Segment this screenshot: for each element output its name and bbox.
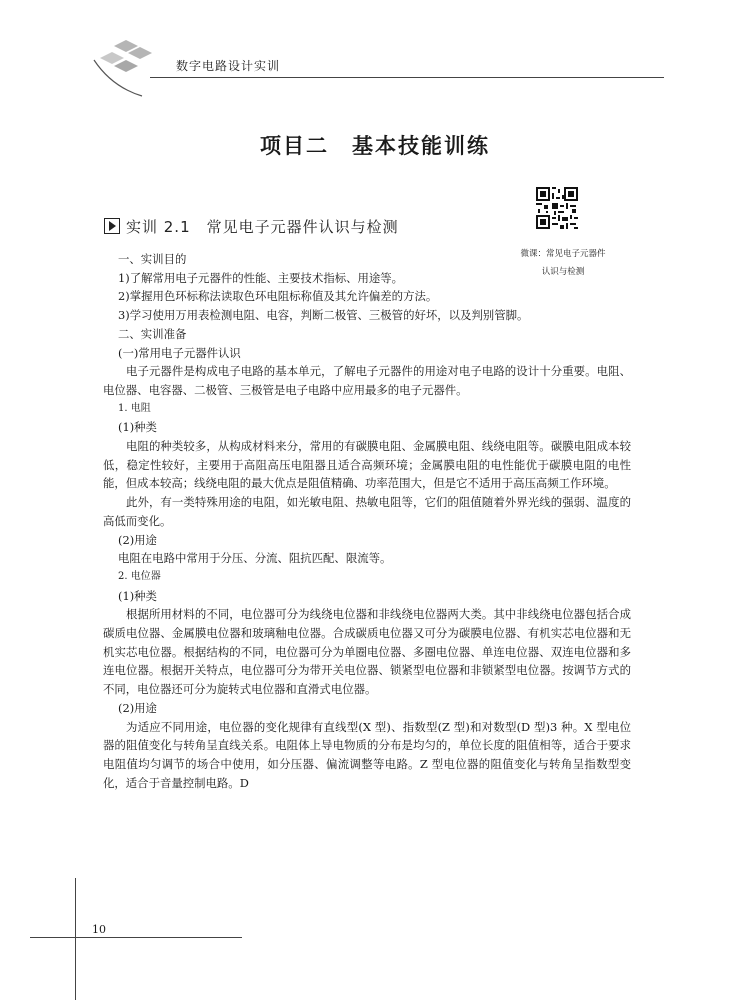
paragraph: 根据所用材料的不同，电位器可分为线绕电位器和非线绕电位器两大类。其中非线绕电位器包括合成碳质电位器、金属膜电位器和玻璃釉电位器。合成碳质电位器又可分为碳膜电位器、有机实芯电位器和无机实芯电位器。根据结构的不同，电位器可分为单圈电位器、多圈电位器、单连电位器、双连电位器和多连电位器。根据开关特点，电位器可分为带开关电位器、锁紧型电位器和非锁紧型电位器。按调节方式的不同，电位器还可分为旋转式电位器和直滑式电位器。 [103, 607, 631, 697]
paragraph: 电子元器件是构成电子电路的基本单元，了解电子元器件的用途对电子电路的设计十分重要。电阻、电位器、电容器、二极管、三极管是电子电路中应用最多的电子元器件。 [103, 364, 631, 397]
book-title: 数字电路设计实训 [176, 59, 281, 73]
header-rule [150, 77, 664, 78]
paragraph: 电阻在电路中常用于分压、分流、阻抗匹配、限流等。 [118, 551, 392, 566]
qr-caption-line1: 微课：常见电子元器件 [520, 249, 606, 259]
paragraph: 电阻的种类较多，从构成材料来分，常用的有碳膜电阻、金属膜电阻、线绕电阻等。碳膜电阻成本较低，稳定性较好，主要用于高阻高压电阻器且适合高频环境；金属膜电阻的电性能优于碳膜电阻的电性能，但成本较高；线绕电阻的最大优点是阻值精确、功率范围大，但是它不适用于高压高频工作环境。 [103, 439, 631, 491]
section-heading-text: 实训 2.1 常见电子元器件认识与检测 [126, 218, 399, 236]
paragraph: 二、实训准备 [118, 326, 187, 341]
project-title: 项目二 基本技能训练 [260, 134, 490, 158]
qr-code-icon[interactable] [536, 187, 578, 229]
paragraph: 2. 电位器 [118, 570, 161, 582]
section-heading [104, 216, 399, 237]
stacked-squares-logo-icon [92, 38, 172, 100]
page-number: 10 [92, 923, 106, 936]
paragraph: (一)常用电子元器件认识 [118, 345, 241, 360]
body-text [103, 250, 631, 792]
paragraph: 一、实训目的 [118, 252, 187, 266]
paragraph: 3)学习使用万用表检测电阻、电容，判断二极管、三极管的好坏，以及判别管脚。 [118, 308, 529, 323]
qr-caption-line2: 认识与检测 [541, 267, 585, 277]
paragraph: (1)种类 [118, 420, 157, 435]
paragraph: 1. 电阻 [118, 402, 151, 414]
paragraph: 为适应不同用途，电位器的变化规律有直线型(X 型)、指数型(Z 型)和对数型(D 型)3 种。X 型电位器的阻值变化与转角呈直线关系。电阻体上导电物质的分布是均匀的，单位长度的阻值相等，适合于要求电阻值均匀调节的场合中使用，如分压器、偏流调整等电路。Z 型电位器的阻值变化与转角呈指数型变化，适合于音量控制电路。D [103, 719, 631, 790]
paragraph: 此外，有一类特殊用途的电阻，如光敏电阻、热敏电阻等，它们的阻值随着外界光线的强弱、温度的高低而变化。 [103, 495, 631, 528]
paragraph: (2)用途 [118, 532, 157, 547]
footer-horizontal-rule [30, 937, 242, 938]
paragraph: 2)掌握用色环标称法读取色环电阻标称值及其允许偏差的方法。 [118, 289, 438, 304]
paragraph: 1)了解常用电子元器件的性能、主要技术指标、用途等。 [118, 270, 404, 285]
paragraph: (2)用途 [118, 700, 157, 715]
paragraph: (1)种类 [118, 588, 157, 603]
footer-vertical-rule [75, 878, 76, 1000]
play-triangle-icon [104, 218, 120, 234]
